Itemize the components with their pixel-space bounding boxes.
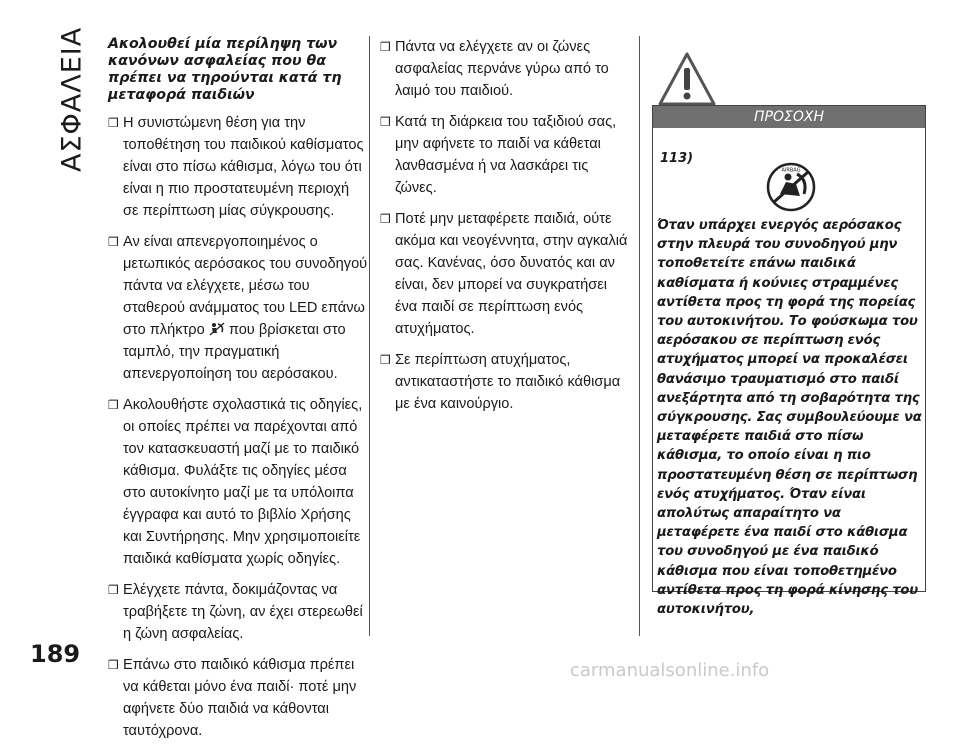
warning-number: 113) xyxy=(660,151,694,166)
airbag-off-button-icon xyxy=(209,322,225,336)
square-bullet-icon: ❒ xyxy=(380,353,391,367)
warning-triangle-icon xyxy=(657,50,717,110)
page-number: 189 xyxy=(30,640,81,668)
list-item: ❒ Επάνω στο παιδικό κάθισμα πρέπει να κάθεται μόνο ένα παιδί· ποτέ μην αφήνετε δύο παιδιά να κάθονται ταυτόχρονα. xyxy=(108,654,368,742)
list-item: ❒ Πάντα να ελέγχετε αν οι ζώνες ασφαλείας περνάνε γύρω από το λαιμό του παιδιού. xyxy=(380,36,630,102)
square-bullet-icon: ❒ xyxy=(380,212,391,226)
square-bullet-icon: ❒ xyxy=(380,115,391,129)
section-heading: Ακολουθεί μία περίληψη των κανόνων ασφαλείας που θα πρέπει να τηρούνται κατά τη μεταφορά παιδιών xyxy=(108,36,342,103)
list-item: ❒ Ακολουθήστε σχολαστικά τις οδηγίες, οι οποίες πρέπει να παρέχονται από τον κατασκευαστή μαζί με το παιδικό κάθισμα. Φυλάξτε τις οδηγίες μέσα στο αυτοκίνητο μαζί με τα υπόλοιπα έγγραφα και αυτό το βιβλίο Χρήσης και Συντήρησης. Μην χρησιμοποιείτε παιδικά καθίσματα χωρίς οδηγίες. xyxy=(108,394,368,570)
section-title: ΑΣΦΑΛΕΙΑ xyxy=(56,26,88,172)
airbag-label: AIRBAG xyxy=(781,167,801,174)
airbag-child-seat-prohibited-icon xyxy=(766,162,816,212)
column-left xyxy=(108,36,368,751)
column-middle xyxy=(380,36,630,424)
square-bullet-icon: ❒ xyxy=(108,235,119,249)
column-divider xyxy=(369,36,370,636)
square-bullet-icon: ❒ xyxy=(380,40,391,54)
list-item: ❒ Σε περίπτωση ατυχήματος, αντικαταστήστε το παιδικό κάθισμα με ένα καινούργιο. xyxy=(380,349,630,415)
list-item: ❒ Κατά τη διάρκεια του ταξιδιού σας, μην αφήνετε το παιδί να κάθεται λανθασμένα ή να λασκάρει τις ζώνες. xyxy=(380,111,630,199)
list-item: ❒ Η συνιστώμενη θέση για την τοποθέτηση του παιδικού καθίσματος είναι στο πίσω κάθισμα, λόγω του ότι είναι η πιο προστατευμένη περιοχή σε περίπτωση μίας σύγκρουσης. xyxy=(108,112,368,222)
square-bullet-icon: ❒ xyxy=(108,583,119,597)
list-item: ❒ Ελέγχετε πάντα, δοκιμάζοντας να τραβήξετε τη ζώνη, αν έχει στερεωθεί η ζώνη ασφαλείας. xyxy=(108,579,368,645)
warning-box xyxy=(652,105,926,618)
square-bullet-icon: ❒ xyxy=(108,398,119,412)
list-item: ❒ Ποτέ μην μεταφέρετε παιδιά, ούτε ακόμα και νεογέννητα, στην αγκαλιά σας. Κανένας, όσο δυνατός και αν είναι, δεν μπορεί να συγκρατήσει ένα παιδί σε περίπτωση ενός ατυχήματος. xyxy=(380,208,630,340)
square-bullet-icon: ❒ xyxy=(108,658,119,672)
watermark: carmanualsonline.info xyxy=(570,660,770,681)
warning-header: ΠΡΟΣΟΧΗ xyxy=(653,106,925,128)
column-divider xyxy=(639,36,640,636)
square-bullet-icon: ❒ xyxy=(108,116,119,130)
warning-text: Όταν υπάρχει ενεργός αερόσακος στην πλευρά του συνοδηγού μην τοποθετείτε επάνω παιδικά καθίσματα ή κούνιες στραμμένες αντίθετα προς τη φορά της πορείας του αυτοκινήτου. Το φούσκωμα του αερόσακου σε περίπτωση ενός ατυχήματος μπορεί να προκαλέσει θανάσιμο τραυματισμό στο παιδί ανεξάρτητα από τη σοβαρότητα της σύγκρουσης. Σας συμβουλεύουμε να μεταφέρετε παιδιά στο πίσω κάθισμα, το οποίο είναι η πιο προστατευμένη θέση σε περίπτωση ενός ατυχήματος. Όταν είναι απολύτως απαραίτητο να μεταφέρετε ένα παιδί στο κάθισμα του συνοδηγού με ένα παιδικό κάθισμα που είναι τοποθετημένο αντίθετα προς τη φορά κίνησης του αυτοκινήτου, xyxy=(657,218,922,618)
list-item: ❒ Αν είναι απενεργοποιημένος ο μετωπικός αερόσακος του συνοδηγού πάντα να ελέγχετε, μέσω του σταθερού ανάμματος του LED επάνω στο πλήκτρο που βρίσκεται στο ταμπλό, την πραγματική απενεργοποίηση του αερόσακου. xyxy=(108,231,368,385)
